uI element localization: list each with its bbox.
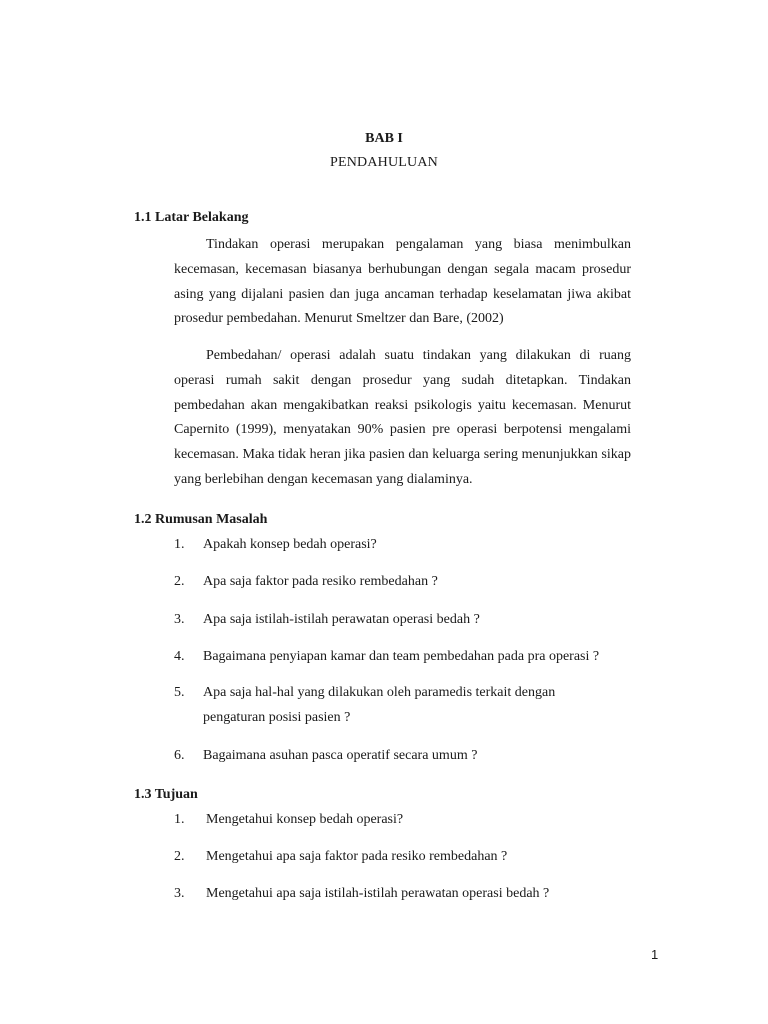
section-heading-tujuan: 1.3 Tujuan [134,787,198,802]
section-heading-latar-belakang: 1.1 Latar Belakang [134,210,249,225]
list-number: 4. [174,649,185,664]
list-number: 3. [174,886,185,901]
list-text: Mengetahui apa saja istilah-istilah perawatan operasi bedah ? [206,886,550,901]
list-text: Apa saja faktor pada resiko rembedahan ? [203,574,438,589]
list-number: 2. [174,574,185,589]
list-text: Mengetahui konsep bedah operasi? [206,812,404,827]
list-number: 6. [174,748,185,763]
list-number: 2. [174,849,185,864]
chapter-number: BAB I [365,131,403,146]
list-text: Bagaimana penyiapan kamar dan team pembedahan pada pra operasi ? [203,649,600,664]
chapter-title: PENDAHULUAN [330,155,438,170]
list-text: Apa saja hal-hal yang dilakukan oleh paramedis terkait dengan [203,685,556,700]
list-text-continuation: pengaturan posisi pasien ? [203,710,351,725]
list-text: Apa saja istilah-istilah perawatan operasi bedah ? [203,612,480,627]
list-number: 5. [174,685,185,700]
section-heading-rumusan-masalah: 1.2 Rumusan Masalah [134,512,268,527]
page-number: 1 [651,947,659,962]
list-number: 1. [174,537,185,552]
paragraph: Pembedahan/ operasi adalah suatu tindakan yang dilakukan di ruang operasi rumah sakit dengan prosedur yang sudah ditetapkan. Tindakan pembedahan akan mengakibatkan reaksi psikologis yaitu kecemasan. Menurut Capernito (1999), menyatakan 90% pasien pre operasi berpotensi mengalami kecemasan. Maka tidak heran jika pasien dan keluarga sering menunjukkan sikap yang berlebihan dengan kecemasan yang dialaminya. [174,348,631,487]
list-text: Bagaimana asuhan pasca operatif secara umum ? [203,748,478,763]
paragraph: Tindakan operasi merupakan pengalaman yang biasa menimbulkan kecemasan, kecemasan biasanya berhubungan dengan segala macam prosedur asing yang dijalani pasien dan juga ancaman terhadap keselamatan jiwa akibat prosedur pembedahan. Menurut Smeltzer dan Bare, (2002) [174,237,631,327]
list-number: 1. [174,812,185,827]
list-text: Mengetahui apa saja faktor pada resiko rembedahan ? [206,849,508,864]
list-number: 3. [174,612,185,627]
list-text: Apakah konsep bedah operasi? [203,537,377,552]
